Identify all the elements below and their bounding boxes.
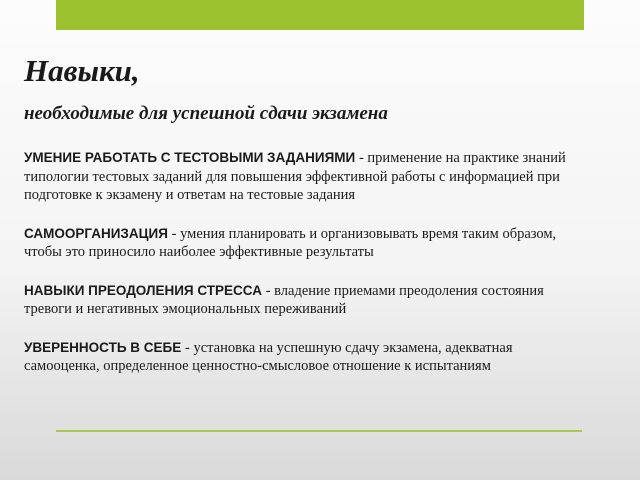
skill-title: УВЕРЕННОСТЬ В СЕБЕ (24, 339, 185, 355)
slide-title: Навыки, (24, 53, 140, 88)
skill-description: - установка на успешную сдачу экзамена, адекватная самооценка, определенное ценностно-смысловое отношение к испытаниям (24, 339, 513, 374)
skill-item-tests (24, 149, 584, 205)
skills-list (24, 149, 584, 396)
skill-description: - применение на практике знаний типологии тестовых заданий для повышения эффективной работы с информацией при подготовке к экзамену и ответам на тестовые задания (24, 150, 566, 203)
skill-title: НАВЫКИ ПРЕОДОЛЕНИЯ СТРЕССА (24, 282, 266, 298)
skill-item-confidence (24, 339, 584, 376)
bottom-divider (56, 430, 582, 432)
skill-description: - владение приемами преодоления состояния тревоги и негативных эмоциональных переживаний (24, 282, 544, 317)
skill-item-self-organization (24, 225, 584, 262)
skill-title: САМООРГАНИЗАЦИЯ (24, 225, 172, 241)
top-accent-bar (56, 0, 584, 30)
skill-title: УМЕНИЕ РАБОТАТЬ С ТЕСТОВЫМИ ЗАДАНИЯМИ (24, 150, 359, 165)
slide-subtitle: необходимые для успешной сдачи экзамена (24, 103, 388, 124)
skill-item-stress (24, 282, 584, 319)
skill-description: - умения планировать и организовывать время таким образом, чтобы это приносило наиболее эффективные результаты (24, 225, 557, 260)
